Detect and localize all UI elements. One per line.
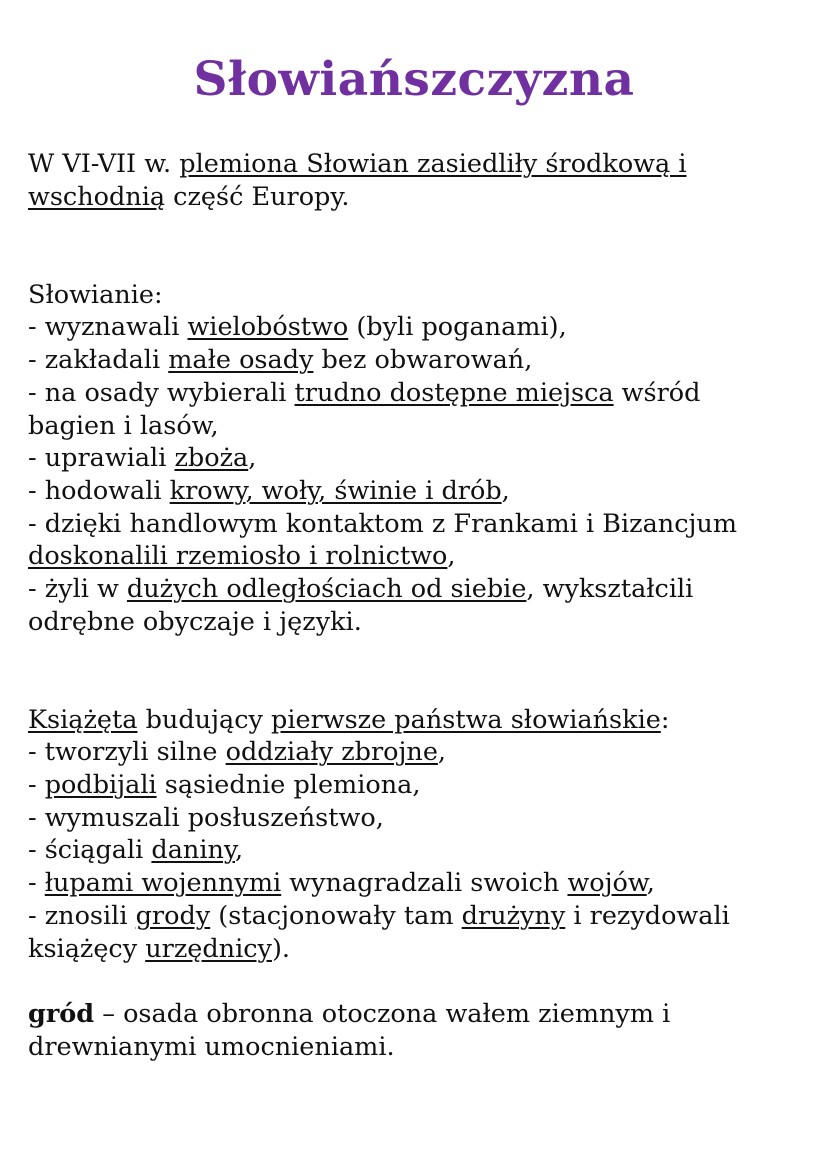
text-line — [28, 606, 737, 639]
text-segment: - hodowali — [28, 475, 170, 506]
underlined-text: grody — [135, 900, 211, 931]
text-segment: : — [660, 704, 670, 735]
underlined-text: wschodnią — [28, 181, 166, 212]
text-line — [28, 475, 737, 508]
text-segment: książęcy — [28, 933, 146, 964]
text-segment: , — [234, 835, 244, 866]
text-segment: wynagradzali swoich — [281, 868, 568, 899]
text-line — [28, 736, 737, 769]
text-segment: , — [447, 541, 456, 572]
text-line — [28, 181, 737, 214]
blank-line — [28, 638, 737, 671]
text-line — [28, 377, 737, 410]
text-segment: - uprawiali — [28, 443, 175, 474]
text-segment: ). — [271, 933, 291, 964]
underlined-text: wojów — [567, 868, 647, 899]
text-line — [28, 148, 737, 181]
text-segment: , — [248, 443, 257, 474]
underlined-text: podbijali — [44, 770, 157, 801]
text-segment: bez obwarowań, — [313, 345, 533, 376]
text-line — [28, 508, 737, 541]
underlined-text: daniny — [151, 835, 235, 866]
text-segment: - na osady wybierali — [28, 377, 295, 408]
text-line — [28, 933, 737, 966]
text-segment: - — [28, 868, 45, 899]
text-segment: , — [501, 475, 510, 506]
text-segment: – osada obronna otoczona wałem ziemnym i — [94, 998, 671, 1029]
underlined-text: drużyny — [461, 900, 566, 931]
text-line — [28, 769, 737, 802]
underlined-text: pierwsze państwa słowiańskie — [271, 704, 661, 735]
text-line — [28, 704, 737, 737]
text-segment: sąsiednie plemiona, — [156, 770, 421, 801]
blank-line — [28, 213, 737, 246]
text-segment: drewnianymi umocnieniami. — [28, 1031, 395, 1062]
blank-line — [28, 246, 737, 279]
underlined-text: urzędnicy — [145, 933, 272, 964]
underlined-text: małe osady — [168, 345, 314, 376]
text-segment: odrębne obyczaje i języki. — [28, 606, 362, 637]
text-segment: bagien i lasów, — [28, 410, 219, 441]
text-segment: - zakładali — [28, 345, 169, 376]
text-line — [28, 279, 737, 312]
text-segment: (byli poganami), — [348, 312, 567, 343]
underlined-text: łupami wojennymi — [44, 868, 282, 899]
text-segment: - znosili — [28, 900, 136, 931]
text-segment: (stacjonowały tam — [210, 900, 462, 931]
text-segment: wśród — [613, 377, 701, 408]
text-line — [28, 900, 737, 933]
text-line — [28, 540, 737, 573]
text-line — [28, 573, 737, 606]
text-segment: - dzięki handlowym kontaktom z Frankami i Bizancjum — [28, 508, 738, 539]
underlined-text: plemiona Słowian zasiedliły środkową i — [179, 149, 687, 179]
underlined-text: dużych odległościach od siebie — [126, 573, 527, 604]
text-segment: , wykształcili — [526, 573, 694, 604]
text-segment: - żyli w — [28, 573, 127, 604]
text-segment: W VI-VII w. — [28, 149, 180, 179]
page-title: Słowiańszczyzna — [193, 52, 635, 107]
text-line — [28, 344, 737, 377]
blank-line — [28, 671, 737, 704]
text-line — [28, 802, 737, 835]
text-segment: część Europy. — [165, 181, 350, 212]
blank-line — [28, 965, 737, 998]
text-segment: - ściągali — [28, 835, 152, 866]
text-line — [28, 442, 737, 475]
text-segment: - wymuszali posłuszeństwo, — [28, 802, 384, 833]
underlined-text: doskonalili rzemiosło i rolnictwo — [28, 541, 448, 572]
bold-term: gród — [28, 998, 95, 1029]
underlined-text: trudno dostępne miejsca — [294, 377, 614, 408]
text-line — [28, 867, 737, 900]
text-segment: , — [437, 737, 447, 768]
underlined-text: Książęta — [28, 704, 138, 735]
text-segment: , — [646, 868, 655, 899]
underlined-text: zboża — [174, 443, 249, 474]
text-line — [28, 410, 737, 443]
text-segment: budujący — [137, 704, 271, 735]
text-line — [28, 834, 737, 867]
text-line — [28, 311, 737, 344]
underlined-text: wielobóstwo — [187, 312, 349, 343]
text-line — [28, 998, 737, 1031]
text-segment: - — [28, 770, 45, 801]
text-segment: - wyznawali — [28, 312, 188, 343]
text-segment: i rezydowali — [565, 900, 730, 931]
text-segment: - tworzyli silne — [28, 737, 226, 768]
underlined-text: oddziały zbrojne — [225, 737, 438, 768]
document-body — [28, 148, 737, 1063]
underlined-text: krowy, woły, świnie i drób — [169, 475, 502, 506]
text-segment: Słowianie: — [28, 279, 163, 310]
text-line — [28, 1031, 737, 1064]
